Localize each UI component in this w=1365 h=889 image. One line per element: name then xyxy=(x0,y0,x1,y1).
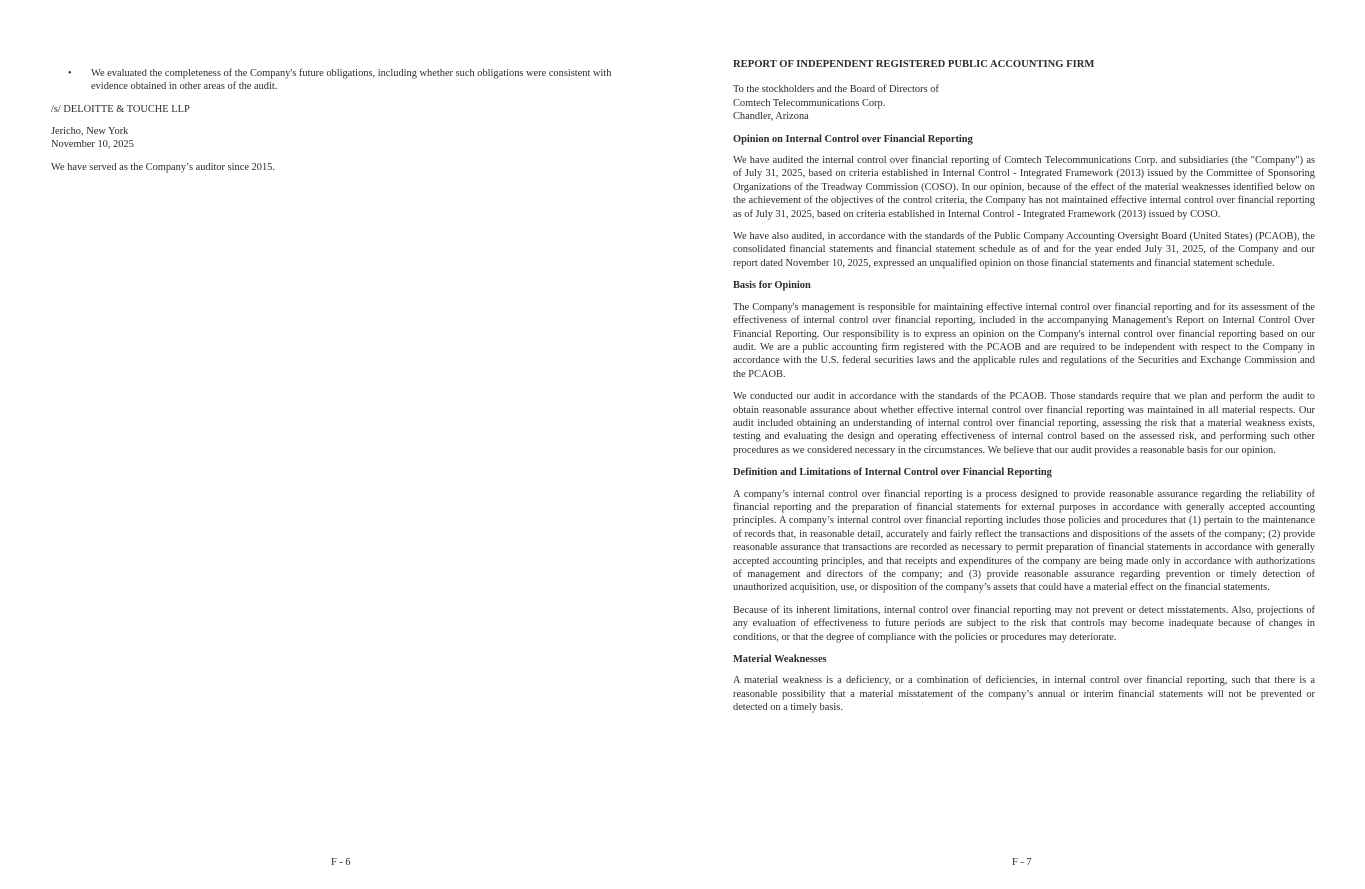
signature-city: Jericho, New York xyxy=(51,126,129,137)
paragraph-definition-1: A company’s internal control over financial reporting is a process designed to provide reasonable assurance regarding the reliability of financial reporting and the preparation of financial statements for external purposes in accordance with generally accepted accounting principles. A company’s internal control over financial reporting includes those policies and procedures that (1) pertain to the maintenance of records that, in reasonable detail, accurately and fairly reflect the transactions and dispositions of the assets of the company; (2) provide reasonable assurance that transactions are recorded as necessary to permit preparation of financial statements in accordance with generally accepted accounting principles, and that receipts and expenditures of the company are being made only in accordance with authorizations of management and directors of the company; and (3) provide reasonable assurance regarding prevention or timely detection of unauthorized acquisition, use, or disposition of the company’s assets that could have a material effect on the financial statements. xyxy=(733,488,1315,594)
page-number: F - 7 xyxy=(1012,857,1032,868)
bullet-item xyxy=(51,67,634,94)
heading-basis: Basis for Opinion xyxy=(733,280,811,292)
addressee-company: Comtech Telecommunications Corp. xyxy=(733,97,886,109)
report-body xyxy=(733,58,1315,724)
auditor-since: We have served as the Company’s auditor since 2015. xyxy=(51,162,275,173)
paragraph-definition-2: Because of its inherent limitations, internal control over financial reporting may not prevent or detect misstatements. Also, projections of any evaluation of effectiveness to future periods are subject to the risk that controls may become inadequate because of changes in conditions, or that the degree of compliance with the policies or procedures may deteriorate. xyxy=(733,604,1315,643)
heading-material-weaknesses: Material Weaknesses xyxy=(733,654,827,666)
heading-definition: Definition and Limitations of Internal Control over Financial Reporting xyxy=(733,467,1052,479)
page-left xyxy=(0,0,682,889)
paragraph-opinion-1: We have audited the internal control over financial reporting of Comtech Telecommunications Corp. and subsidiaries (the "Company") as of July 31, 2025, based on criteria established in Internal Control - Integrated Framework (2013) issued by the Committee of Sponsoring Organizations of the Treadway Commission (COSO). In our opinion, because of the effect of the material weaknesses identified below on the achievement of the objectives of the control criteria, the Company has not maintained effective internal control over financial reporting as of July 31, 2025, based on criteria established in Internal Control - Integrated Framework (2013) issued by COSO. xyxy=(733,155,1315,220)
bullet-text: We evaluated the completeness of the Company's future obligations, including whether such obligations were consistent with evidence obtained in other areas of the audit. xyxy=(91,68,612,93)
addressee-block xyxy=(733,83,1315,123)
signature: /s/ DELOITTE & TOUCHE LLP xyxy=(51,104,190,115)
paragraph-opinion-2: We have also audited, in accordance with the standards of the Public Company Accounting Oversight Board (United States) (PCAOB), the consolidated financial statements and financial statement schedule as of and for the year ended July 31, 2025, of the Company and our report dated November 10, 2025, expressed an unqualified opinion on those financial statements and financial statement schedule. xyxy=(733,231,1315,269)
page-right xyxy=(682,0,1365,889)
paragraph-basis-1: The Company's management is responsible for maintaining effective internal control over financial reporting and for its assessment of the effectiveness of internal control over financial reporting, included in the accompanying Management's Report on Internal Control Over Financial Reporting. Our responsibility is to express an opinion on the Company's internal control over financial reporting based on our audit. We are a public accounting firm registered with the PCAOB and are required to be independent with respect to the Company in accordance with the U.S. federal securities laws and the applicable rules and regulations of the Securities and Exchange Commission and the PCAOB. xyxy=(733,301,1315,380)
addressee-line: To the stockholders and the Board of Directors of xyxy=(733,84,939,96)
signature-location-date xyxy=(51,125,631,152)
bullet-glyph: • xyxy=(68,68,72,79)
report-title: REPORT OF INDEPENDENT REGISTERED PUBLIC ACCOUNTING FIRM xyxy=(733,59,1095,70)
paragraph-basis-2: We conducted our audit in accordance with the standards of the PCAOB. Those standards require that we plan and perform the audit to obtain reasonable assurance about whether effective internal control over financial reporting was maintained in all material respects. Our audit included obtaining an understanding of internal control over financial reporting, assessing the risk that a material weakness exists, testing and evaluating the design and operating effectiveness of internal control based on the assessed risk, and performing such other procedures as we considered necessary in the circumstances. We believe that our audit provides a reasonable basis for our opinion. xyxy=(733,391,1315,456)
page-number: F - 6 xyxy=(331,857,351,868)
heading-opinion: Opinion on Internal Control over Financial Reporting xyxy=(733,133,973,145)
paragraph-material-1: A material weakness is a deficiency, or a combination of deficiencies, in internal control over financial reporting, such that there is a reasonable possibility that a material misstatement of the company’s annual or interim financial statements will not be prevented or detected on a timely basis. xyxy=(733,675,1315,714)
addressee-location: Chandler, Arizona xyxy=(733,111,809,123)
signature-date: November 10, 2025 xyxy=(51,139,134,151)
